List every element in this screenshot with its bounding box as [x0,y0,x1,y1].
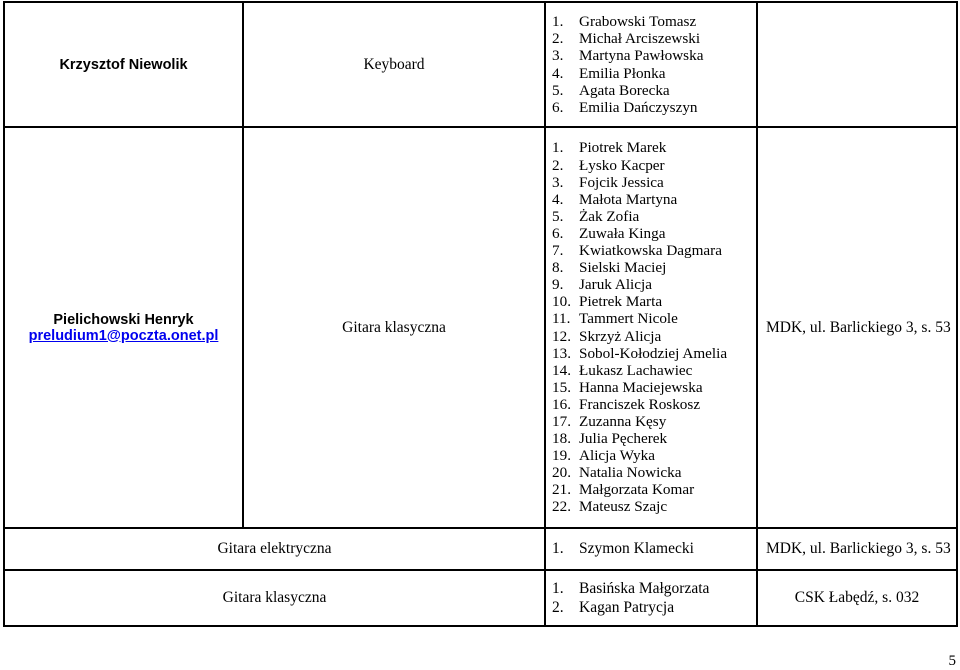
instrument-cell: Keyboard [243,2,545,127]
students-cell [545,2,757,127]
list-item: 1. Grabowski Tomasz [552,13,697,31]
list-item: 7. Kwiatkowska Dagmara [552,242,722,260]
list-item: 10. Pietrek Marta [552,293,663,311]
page-number: 5 [948,653,956,669]
list-item: 1. Szymon Klamecki [552,540,694,558]
student-list [548,540,756,557]
list-item: 14. Łukasz Lachawiec [552,361,693,379]
teacher-name: Krzysztof Niewolik [59,56,188,73]
location-cell: MDK, ul. Barlickiego 3, s. 53 [757,528,957,570]
student-list [548,13,756,116]
list-item: 20. Natalia Nowicka [552,464,682,482]
teacher-name: Pielichowski Henryk [53,311,194,328]
list-item: 18. Julia Pęcherek [552,430,668,448]
table-row [4,570,957,626]
table-row [4,528,957,570]
teacher-cell [4,127,243,528]
list-item: 6. Zuwała Kinga [552,224,666,242]
list-item: 1. Piotrek Marek [552,139,667,157]
list-item: 11. Tammert Nicole [552,310,678,328]
instrument-cell: Gitara klasyczna [243,127,545,528]
list-item: 19. Alicja Wyka [552,447,655,465]
list-item: 4. Małota Martyna [552,190,678,208]
location-cell: CSK Łabędź, s. 032 [757,570,957,626]
list-item: 3. Fojcik Jessica [552,173,664,191]
list-item: 2. Michał Arciszewski [552,30,701,48]
list-item: 15. Hanna Maciejewska [552,378,703,396]
student-list [548,579,756,617]
schedule-table [3,1,958,627]
list-item: 22. Mateusz Szajc [552,498,668,516]
list-item: 2. Łysko Kacper [552,156,665,174]
table-row [4,2,957,127]
list-item: 21. Małgorzata Komar [552,481,695,499]
location-cell [757,2,957,127]
table-row [4,127,957,528]
students-cell [545,127,757,528]
teacher-email-link[interactable]: preludium1@poczta.onet.pl [28,327,219,344]
instrument-cell: Gitara elektryczna [4,528,545,570]
list-item: 9. Jaruk Alicja [552,276,652,294]
list-item: 6. Emilia Dańczyszyn [552,98,698,116]
teacher-cell [4,2,243,127]
list-item: 2. Kagan Patrycja [552,599,675,616]
list-item: 3. Martyna Pawłowska [552,47,704,65]
list-item: 16. Franciszek Roskosz [552,395,701,413]
list-item: 1. Basińska Małgorzata [552,580,710,597]
students-cell [545,570,757,626]
list-item: 13. Sobol-Kołodziej Amelia [552,344,728,362]
list-item: 8. Sielski Maciej [552,259,667,277]
students-cell [545,528,757,570]
list-item: 4. Emilia Płonka [552,64,666,82]
location-cell: MDK, ul. Barlickiego 3, s. 53 [757,127,957,528]
list-item: 5. Agata Borecka [552,81,670,99]
list-item: 5. Żak Zofia [552,207,640,225]
instrument-cell: Gitara klasyczna [4,570,545,626]
list-item: 12. Skrzyż Alicja [552,327,662,345]
student-list [548,139,756,515]
list-item: 17. Zuzanna Kęsy [552,412,667,430]
